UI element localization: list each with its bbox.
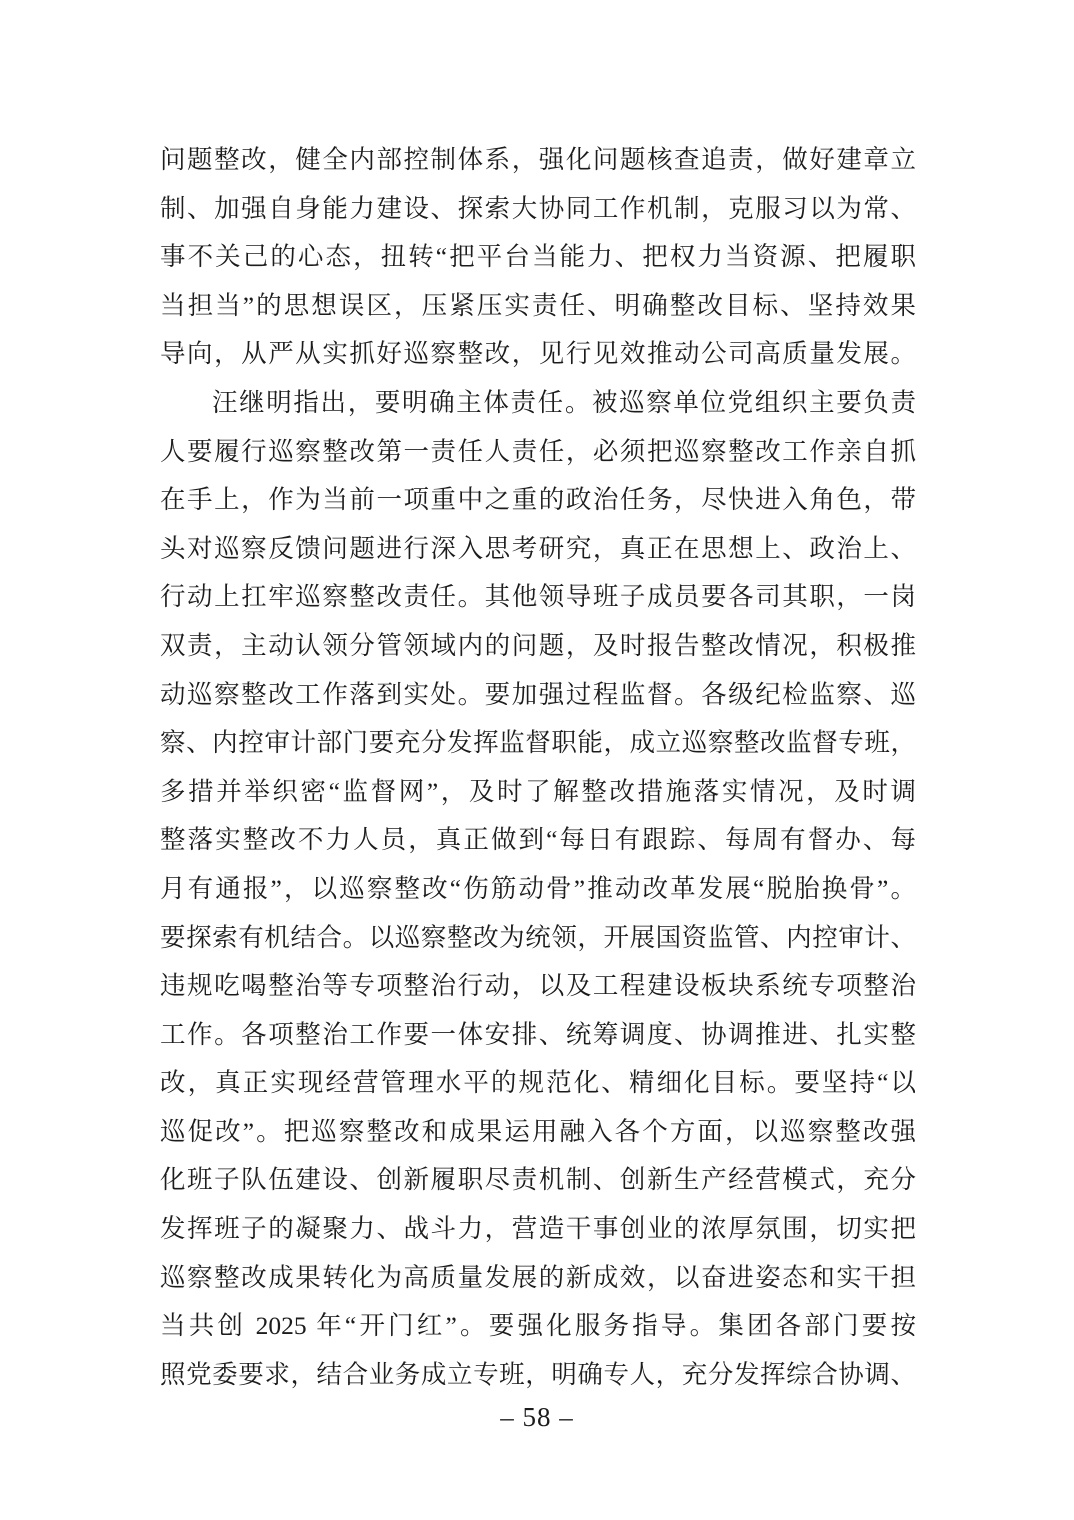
text-line: 当共创 2025 年“开门红”。要强化服务指导。集团各部门要按 [160,1311,916,1341]
text-line: 当担当”的思想误区，压紧压实责任、明确整改目标、坚持效果 [160,290,916,320]
text-line: 问题整改，健全内部控制体系，强化问题核查追责，做好建章立 [160,145,916,174]
text-line: 双责，主动认领分管领域内的问题，及时报告整改情况，积极推 [160,630,916,660]
text-line: 制、加强自身能力建设、探索大协同工作机制，克服习以为常、 [160,193,916,223]
text-line: 照党委要求，结合业务成立专班，明确专人，充分发挥综合协调、 [160,1359,916,1389]
body-text [160,136,916,1399]
text-line: 工作。各项整治工作要一体安排、统筹调度、协调推进、扎实整 [160,1019,916,1049]
page-number: – 58 – [500,1402,574,1432]
text-line: 整落实整改不力人员，真正做到“每日有跟踪、每周有督办、每 [160,825,916,855]
text-line: 汪继明指出，要明确主体责任。被巡察单位党组织主要负责 [212,387,916,417]
text-line: 人要履行巡察整改第一责任人责任，必须把巡察整改工作亲自抓 [160,436,916,466]
text-line: 动巡察整改工作落到实处。要加强过程监督。各级纪检监察、巡 [160,679,916,709]
text-line: 行动上扛牢巡察整改责任。其他领导班子成员要各司其职，一岗 [160,582,916,612]
text-line: 违规吃喝整治等专项整治行动，以及工程建设板块系统专项整治 [160,971,916,1001]
text-line: 发挥班子的凝聚力、战斗力，营造干事创业的浓厚氛围，切实把 [160,1214,916,1244]
text-line: 导向，从严从实抓好巡察整改，见行见效推动公司高质量发展。 [160,339,916,369]
text-line: 在手上，作为当前一项重中之重的政治任务，尽快进入角色，带 [160,485,916,515]
text-line: 察、内控审计部门要充分发挥监督职能，成立巡察整改监督专班， [160,728,916,758]
text-line: 头对巡察反馈问题进行深入思考研究，真正在思想上、政治上、 [160,533,916,563]
text-line: 多措并举织密“监督网”，及时了解整改措施落实情况，及时调 [160,776,916,806]
text-line: 事不关己的心态，扭转“把平台当能力、把权力当资源、把履职 [160,242,916,272]
text-line: 巡促改”。把巡察整改和成果运用融入各个方面，以巡察整改强 [160,1116,916,1146]
text-line: 改，真正实现经营管理水平的规范化、精细化目标。要坚持“以 [160,1068,916,1098]
text-line: 要探索有机结合。以巡察整改为统领，开展国资监管、内控审计、 [160,922,916,952]
text-line: 月有通报”，以巡察整改“伤筋动骨”推动改革发展“脱胎换骨”。 [160,873,916,903]
text-line: 化班子队伍建设、创新履职尽责机制、创新生产经营模式，充分 [160,1165,916,1195]
text-line: 巡察整改成果转化为高质量发展的新成效，以奋进姿态和实干担 [160,1262,916,1292]
